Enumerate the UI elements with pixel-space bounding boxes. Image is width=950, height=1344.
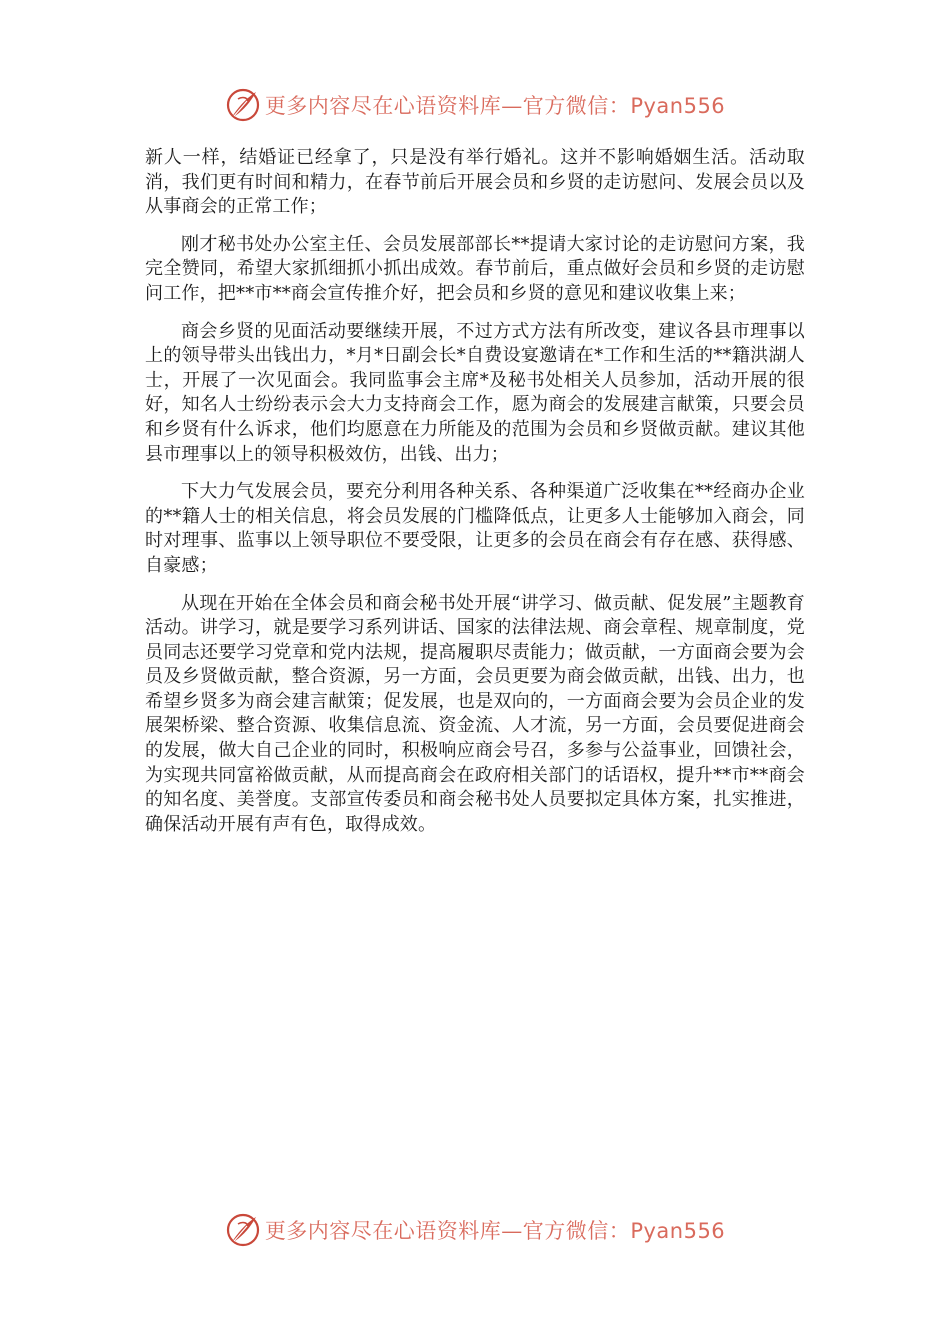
footer-banner-title: 更多内容尽在心语资料库—官方微信：: [264, 1219, 631, 1243]
paragraph-2: 刚才秘书处办公室主任、会员发展部部长**提请大家讨论的走访慰问方案，我完全赞同，希望大家抓细抓小抓出成效。春节前后，重点做好会员和乡贤的走访慰问工作，把**市**商会宣传推介好，把会员和乡贤的意见和建议收集上来；: [145, 233, 805, 304]
banner-title: 更多内容尽在心语资料库—官方微信：: [264, 94, 631, 118]
wechat-id: Pyan556: [630, 94, 726, 118]
quill-pen-logo-icon: [225, 87, 261, 123]
banner-text: [265, 90, 725, 120]
footer-wechat-id: Pyan556: [630, 1219, 726, 1243]
document-body: [145, 146, 805, 850]
paragraph-1: 新人一样，结婚证已经拿了，只是没有举行婚礼。这并不影响婚姻生活。活动取消，我们更有时间和精力，在春节前后开展会员和乡贤的走访慰问、发展会员以及从事商会的正常工作；: [145, 147, 805, 218]
footer-banner-text: [265, 1215, 725, 1245]
quill-pen-logo-icon: [225, 1212, 261, 1248]
paragraph-3: 商会乡贤的见面活动要继续开展，不过方式方法有所改变，建议各县市理事以上的领导带头出钱出力，*月*日副会长*自费设宴邀请在*工作和生活的**籍洪湖人士，开展了一次见面会。我同监事会主席*及秘书处相关人员参加，活动开展的很好，知名人士纷纷表示会大力支持商会工作，愿为商会的发展建言献策，只要会员和乡贤有什么诉求，他们均愿意在力所能及的范围为会员和乡贤做贡献。建议其他县市理事以上的领导积极效仿，出钱、出力；: [145, 320, 805, 465]
footer-banner: [0, 1210, 950, 1250]
paragraph-5: 从现在开始在全体会员和商会秘书处开展“讲学习、做贡献、促发展”主题教育活动。讲学习，就是要学习系列讲话、国家的法律法规、商会章程、规章制度，党员同志还要学习党章和党内法规，提高履职尽责能力；做贡献，一方面商会要为会员及乡贤做贡献，整合资源，另一方面，会员更要为商会做贡献，出钱、出力，也希望乡贤多为商会建言献策；促发展，也是双向的，一方面商会要为会员企业的发展架桥梁、整合资源、收集信息流、资金流、人才流，另一方面，会员要促进商会的发展，做大自己企业的同时，积极响应商会号召，多参与公益事业，回馈社会，为实现共同富裕做贡献，从而提高商会在政府相关部门的话语权，提升**市**商会的知名度、美誉度。支部宣传委员和商会秘书处人员要拟定具体方案，扎实推进，确保活动开展有声有色，取得成效。: [145, 592, 805, 835]
header-banner: [0, 85, 950, 125]
paragraph-4: 下大力气发展会员，要充分利用各种关系、各种渠道广泛收集在**经商办企业的**籍人士的相关信息，将会员发展的门槛降低点，让更多人士能够加入商会，同时对理事、监事以上领导职位不要受限，让更多的会员在商会有存在感、获得感、自豪感；: [145, 481, 805, 576]
